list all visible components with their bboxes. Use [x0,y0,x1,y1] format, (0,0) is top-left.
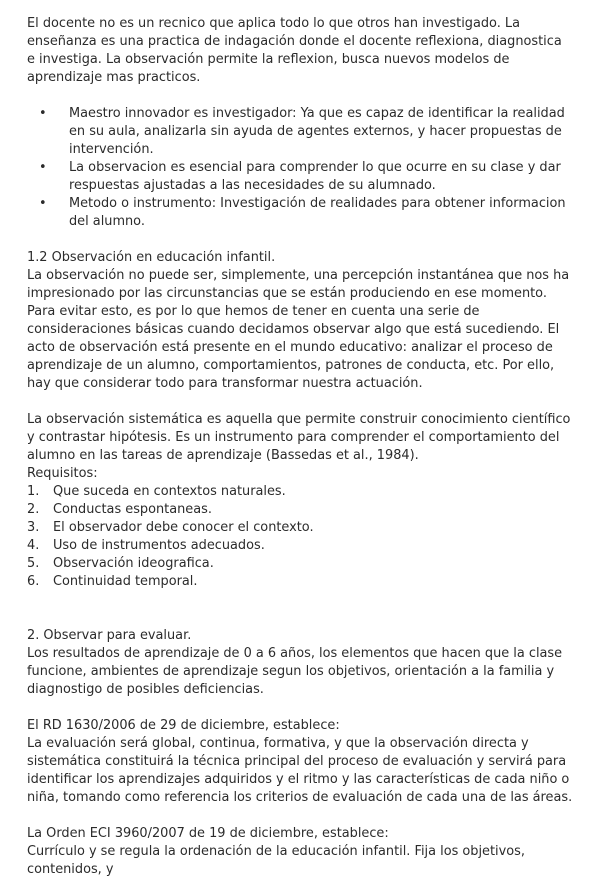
rd-heading: El RD 1630/2006 de 29 de diciembre, establece: [27,718,340,733]
list-number: 5. [27,556,40,571]
list-item [27,483,573,501]
section-1-2-paragraph: La observación no puede ser, simplemente, una percepción instantánea que nos ha impresionado por las circunstancias que se están produciendo en ese momento. Para evitar esto, es por lo que hemos de tener en cuenta una serie de consideraciones básicas cuando decidamos observar algo que está sucediendo. El acto de observación está presente en el mundo educativo: analizar el proceso de aprendizaje de un alumno, comportamientos, patrones de conducta, etc. Por ello, hay que considerar todo para transformar nuestra actuación. [27,268,570,391]
bullet-text: Maestro innovador es investigador: Ya que es capaz de identificar la realidad en su aula, analizarla sin ayuda de agentes externos, y hacer propuestas de intervención. [69,106,565,157]
orden-heading: La Orden ECI 3960/2007 de 19 de diciembre, establece: [27,826,389,841]
bullet-item [27,105,573,159]
bullet-item [27,159,573,195]
document-page [27,15,573,879]
list-text: El observador debe conocer el contexto. [53,520,314,535]
spacer [27,393,573,411]
bullet-text: La observacion es esencial para comprender lo que ocurre en su clase y dar respuestas ajustadas a las necesidades de su alumnado. [69,160,561,193]
systematic-observation-paragraph: La observación sistemática es aquella que permite construir conocimiento científico y contrastar hipótesis. Es un instrumento para comprender el comportamiento del alumno en las tareas de aprendizaje (Bassedas et al., 1984). [27,412,571,463]
list-item [27,501,573,519]
section-2-paragraph: Los resultados de aprendizaje de 0 a 6 años, los elementos que hacen que la clase funcione, ambientes de aprendizaje segun los objetivos, orientación a la familia y diagnostigo de posibles deficiencias. [27,646,563,697]
spacer [27,807,573,825]
bullet-icon: • [39,160,47,175]
list-number: 6. [27,574,40,589]
spacer [27,699,573,717]
list-text: Uso de instrumentos adecuados. [53,538,265,553]
list-item [27,519,573,537]
section-1-2-heading: 1.2 Observación en educación infantil. [27,250,276,265]
list-text: Conductas espontaneas. [53,502,212,517]
list-text: Continuidad temporal. [53,574,198,589]
bullet-icon: • [39,106,47,121]
requisitos-label: Requisitos: [27,466,98,481]
list-number: 4. [27,538,40,553]
requisitos-list [27,483,573,591]
list-number: 1. [27,484,40,499]
bullet-list [27,105,573,231]
rd-paragraph: La evaluación será global, continua, formativa, y que la observación directa y sistemática constituirá la técnica principal del proceso de evaluación y servirá para identificar los aprendizajes adquiridos y el ritmo y las características de cada niño o niña, tomando como referencia los criterios de evaluación de cada una de las áreas. [27,736,573,805]
spacer [27,591,573,627]
list-text: Observación ideografica. [53,556,214,571]
list-text: Que suceda en contextos naturales. [53,484,286,499]
list-item [27,555,573,573]
spacer [27,231,573,249]
list-item [27,573,573,591]
bullet-icon: • [39,196,47,211]
bullet-item [27,195,573,231]
list-number: 2. [27,502,40,517]
intro-paragraph: El docente no es un recnico que aplica todo lo que otros han investigado. La enseñanza es una practica de indagación donde el docente reflexiona, diagnostica e investiga. La observación permite la reflexion, busca nuevos modelos de aprendizaje mas practicos. [27,16,562,85]
list-number: 3. [27,520,40,535]
spacer [27,87,573,105]
orden-paragraph: Currículo y se regula la ordenación de la educación infantil. Fija los objetivos, contenidos, y [27,844,525,877]
bullet-text: Metodo o instrumento: Investigación de realidades para obtener informacion del alumno. [69,196,566,229]
section-2-heading: 2. Observar para evaluar. [27,628,192,643]
list-item [27,537,573,555]
